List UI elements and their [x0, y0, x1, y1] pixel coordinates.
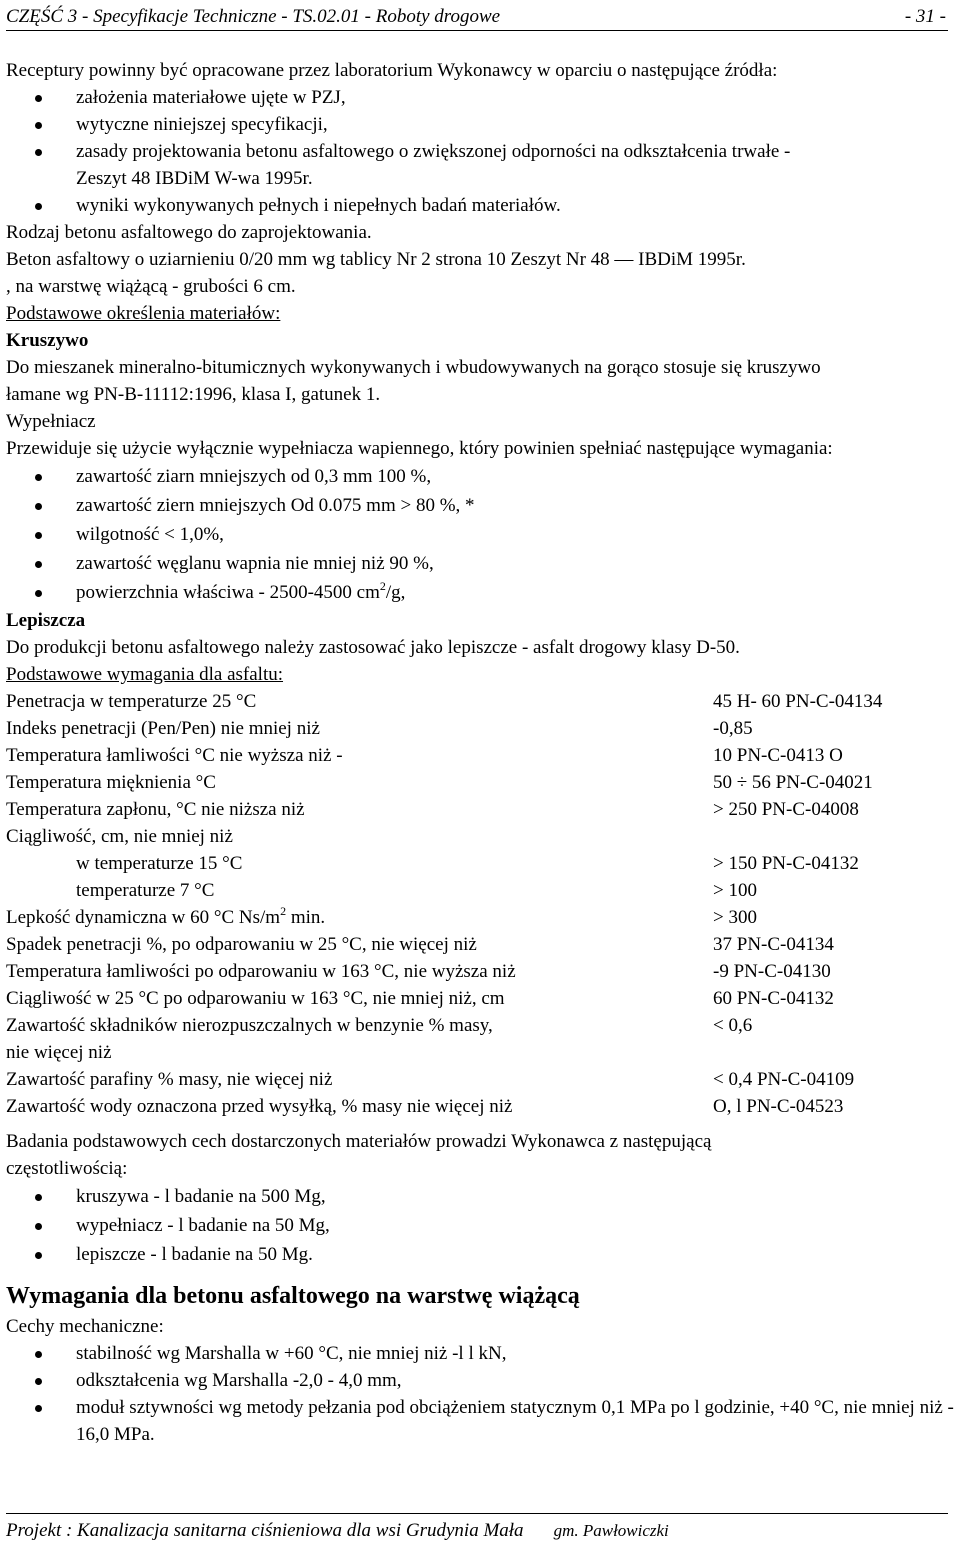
intro-text: Receptury powinny być opracowane przez laboratorium Wykonawcy w oparciu o następujące źródła: — [6, 60, 778, 81]
type-line: Beton asfaltowy o uziarnieniu 0/20 mm wg tablicy Nr 2 strona 10 Zeszyt Nr 48 — IBDiM 1995r. — [6, 249, 746, 270]
testing-text: Badania podstawowych cech dostarczonych materiałów prowadzi Wykonawca z następującą — [6, 1131, 712, 1152]
asphalt-row: Zawartość parafiny % masy, nie więcej niż < 0,4 PN-C-04109 — [6, 1069, 855, 1090]
requirements-subheading: Cechy mechaniczne: — [6, 1316, 164, 1337]
requirement-item: moduł sztywności wg metody pełzania pod obciążeniem statycznym 0,1 MPa po l godzinie, +40 °C, nie mniej niż - 16,0 MPa. — [6, 1394, 954, 1448]
bullet-icon — [35, 1252, 42, 1259]
testing-text: częstotliwością: — [6, 1158, 128, 1179]
materials-heading: Podstawowe określenia materiałów: — [6, 303, 281, 324]
bullet-icon — [35, 474, 42, 481]
bullet-icon — [35, 1351, 42, 1358]
bullet-icon — [35, 149, 42, 156]
filler-item: powierzchnia właściwa - 2500-4500 $cm^2/g$, — [6, 578, 954, 607]
asphalt-row: Penetracja w temperaturze 25 °C 45 H- 60 PN-C-04134 — [6, 691, 883, 712]
page-header — [6, 6, 954, 30]
asphalt-row: Lepkość dynamiczna w 60 °C $Ns/m^2$ min. > 300 — [6, 904, 757, 928]
bullet-icon — [35, 532, 42, 539]
source-item: wyniki wykonywanych pełnych i niepełnych badań materiałów. — [6, 192, 954, 219]
asphalt-row: Temperatura mięknienia °C 50 ÷ 56 PN-C-04021 — [6, 772, 873, 793]
bullet-icon — [35, 1378, 42, 1385]
bullet-icon — [35, 1194, 42, 1201]
bullet-icon — [35, 1405, 42, 1412]
type-heading: Rodzaj betonu asfaltowego do zaprojektowania. — [6, 222, 372, 243]
footer-rule — [6, 1513, 948, 1514]
asphalt-row: Ciągliwość, cm, nie mniej niż — [6, 826, 233, 847]
asphalt-row: Temperatura zapłonu, °C nie niższa niż > 250 PN-C-04008 — [6, 799, 859, 820]
requirements-heading: Wymagania dla betonu asfaltowego na warstwę wiążącą — [6, 1283, 580, 1309]
page-footer — [6, 1520, 669, 1542]
filler-item: zawartość ziern mniejszych Od 0.075 mm > 80 %, * — [6, 491, 954, 520]
asphalt-row: Indeks penetracji (Pen/Pen) nie mniej niż -0,85 — [6, 718, 753, 739]
binder-text: Do produkcji betonu asfaltowego należy zastosować jako lepiszcze - asfalt drogowy klasy D-50. — [6, 637, 740, 658]
asphalt-row: temperaturze 7 °C > 100 — [76, 880, 757, 901]
bullet-icon — [35, 590, 42, 597]
bullet-icon — [35, 203, 42, 210]
filler-item: zawartość węglanu wapnia nie mniej niż 90 %, — [6, 549, 954, 578]
bullet-icon — [35, 561, 42, 568]
asphalt-row: nie więcej niż — [6, 1042, 112, 1063]
requirement-item: stabilność wg Marshalla w +60 °C, nie mniej niż -l l kN, — [6, 1340, 954, 1367]
bullet-icon — [35, 503, 42, 510]
header-title: CZĘŚĆ 3 - Specyfikacje Techniczne - TS.02.01 - Roboty drogowe — [6, 6, 501, 27]
document-body — [6, 57, 954, 1448]
footer-location: gm. Pawłowiczki — [553, 1521, 669, 1540]
page-number: - 31 - — [904, 6, 946, 27]
bullet-icon — [35, 1223, 42, 1230]
aggregate-text: łamane wg PN-B-11112:1996, klasa I, gatunek 1. — [6, 384, 381, 405]
asphalt-row: Temperatura łamliwości °C nie wyższa niż - 10 PN-C-0413 O — [6, 745, 843, 766]
filler-item: wilgotność < 1,0%, — [6, 520, 954, 549]
filler-text: Przewiduje się użycie wyłącznie wypełniacza wapiennego, który powinien spełniać następujące wymagania: — [6, 438, 833, 459]
header-rule — [6, 30, 948, 31]
testing-item: wypełniacz - l badanie na 50 Mg, — [6, 1211, 954, 1240]
bullet-icon — [35, 122, 42, 129]
asphalt-row: Zawartość składników nierozpuszczalnych w benzynie % masy, < 0,6 — [6, 1015, 753, 1036]
aggregate-heading: Kruszywo — [6, 330, 89, 351]
asphalt-row: Ciągliwość w 25 °C po odparowaniu w 163 °C, nie mniej niż, cm 60 PN-C-04132 — [6, 988, 834, 1009]
asphalt-row: w temperaturze 15 °C > 150 PN-C-04132 — [76, 853, 859, 874]
bullet-icon — [35, 95, 42, 102]
asphalt-row: Zawartość wody oznaczona przed wysyłką, % masy nie więcej niż O, l PN-C-04523 — [6, 1096, 844, 1117]
source-item: założenia materiałowe ujęte w PZJ, — [6, 84, 954, 111]
filler-heading: Wypełniacz — [6, 411, 96, 432]
testing-item: kruszywa - l badanie na 500 Mg, — [6, 1182, 954, 1211]
binder-heading: Lepiszcza — [6, 610, 86, 631]
filler-item: zawartość ziarn mniejszych od 0,3 mm 100 %, — [6, 462, 954, 491]
footer-project: Projekt : Kanalizacja sanitarna ciśnieniowa dla wsi Grudynia Mała — [6, 1520, 524, 1541]
asphalt-heading: Podstawowe wymagania dla asfaltu: — [6, 664, 284, 685]
requirement-item: odkształcenia wg Marshalla -2,0 - 4,0 mm, — [6, 1367, 954, 1394]
asphalt-row: Temperatura łamliwości po odparowaniu w 163 °C, nie wyższa niż -9 PN-C-04130 — [6, 961, 831, 982]
type-line: , na warstwę wiążącą - grubości 6 cm. — [6, 276, 296, 297]
source-item: zasady projektowania betonu asfaltowego o zwiększonej odporności na odkształcenia trwałe - — [6, 138, 954, 165]
source-item-continuation: Zeszyt 48 IBDiM W-wa 1995r. — [76, 168, 313, 189]
aggregate-text: Do mieszanek mineralno-bitumicznych wykonywanych i wbudowywanych na gorąco stosuje się kruszywo — [6, 357, 821, 378]
testing-item: lepiszcze - l badanie na 50 Mg. — [6, 1240, 954, 1269]
asphalt-row: Spadek penetracji %, po odparowaniu w 25 °C, nie więcej niż 37 PN-C-04134 — [6, 934, 834, 955]
source-item: wytyczne niniejszej specyfikacji, — [6, 111, 954, 138]
